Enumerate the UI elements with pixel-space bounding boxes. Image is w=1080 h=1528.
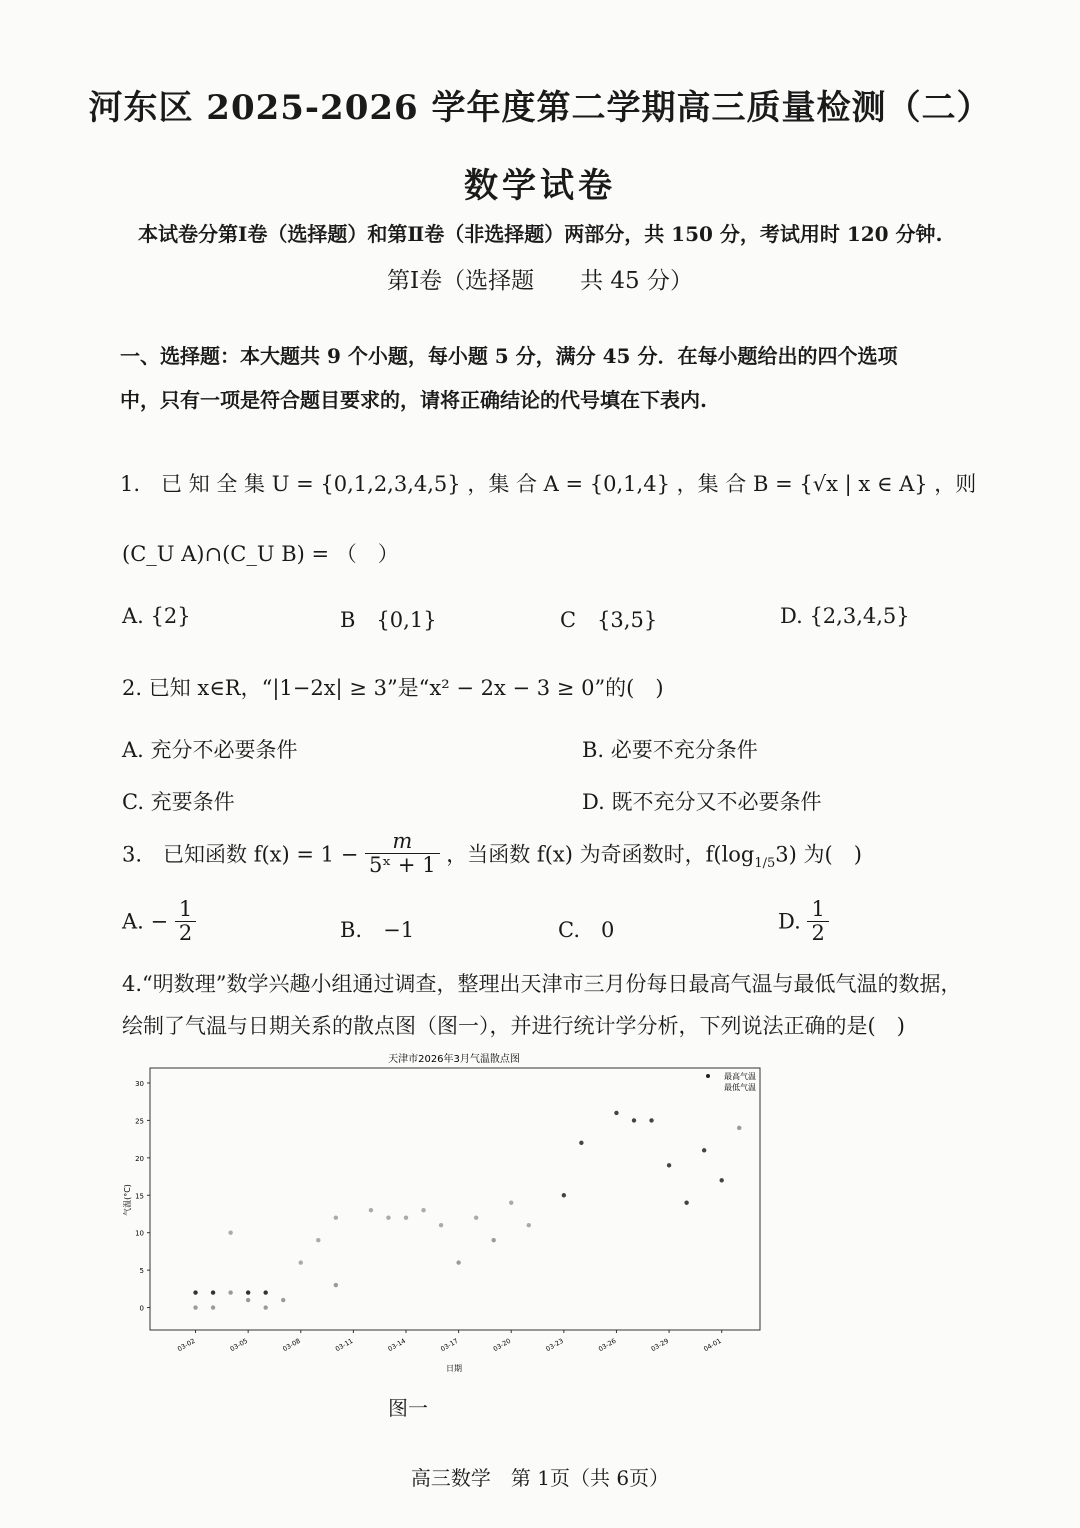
q3-option-a-label: A. <box>122 909 144 934</box>
figure-caption: 图一 <box>388 1396 428 1420</box>
legend-marker-high <box>706 1074 710 1078</box>
high-temp-point <box>632 1118 636 1122</box>
x-tick-label: 03-26 <box>597 1336 618 1354</box>
section-instruction-line2: 中，只有一项是符合题目要求的，请将正确结论的代号填在下表内. <box>120 388 707 412</box>
y-tick-label: 10 <box>135 1229 144 1238</box>
section-instruction-line1: 一、选择题：本大题共 9 个小题，每小题 5 分，满分 45 分．在每小题给出的四个选项 <box>120 344 898 368</box>
high-temp-point <box>228 1230 232 1234</box>
q1-stem-line2: (C_U A)∩(C_U B) = （ ） <box>122 542 399 566</box>
q3-option-a-den: 2 <box>178 921 193 946</box>
q3-stem <box>122 830 862 877</box>
q3-frac-num: m <box>365 830 440 854</box>
high-temp-point <box>562 1193 566 1197</box>
q3-option-c: C. 0 <box>558 918 615 942</box>
q4-stem-line2: 绘制了气温与日期关系的散点图（图一），并进行统计学分析，下列说法正确的是( ) <box>122 1014 905 1038</box>
q3-suffix: ，当函数 f(x) 为奇函数时，f(log <box>446 842 755 867</box>
x-tick-label: 03-05 <box>228 1336 250 1354</box>
page-title: 河东区 2025-2026 学年度第二学期高三质量检测（二） <box>88 88 992 128</box>
q2-option-b: B. 必要不充分条件 <box>582 738 758 762</box>
page-footer: 高三数学 第 1页（共 6页） <box>410 1466 670 1490</box>
q3-fraction <box>365 830 440 877</box>
high-temp-point <box>649 1118 653 1122</box>
x-tick-label: 03-02 <box>176 1336 197 1354</box>
q1-option-c: C {3,5} <box>560 608 658 632</box>
low-temp-point <box>193 1305 197 1309</box>
x-axis-label: 日期 <box>446 1364 462 1373</box>
exam-intro: 本试卷分第Ⅰ卷（选择题）和第Ⅱ卷（非选择题）两部分，共 150 分，考试用时 120 分钟. <box>138 222 943 246</box>
q1-option-b: B {0,1} <box>340 608 437 632</box>
low-temp-point <box>281 1298 285 1302</box>
low-temp-point <box>737 1126 741 1130</box>
q4-stem-line1: 4.“明数理”数学兴趣小组通过调查，整理出天津市三月份每日最高气温与最低气温的数据， <box>122 972 962 996</box>
chart-title: 天津市2026年3月气温散点图 <box>388 1054 520 1065</box>
x-tick-label: 03-14 <box>386 1336 407 1354</box>
y-tick-label: 20 <box>135 1154 144 1163</box>
q2-option-c: C. 充要条件 <box>122 790 235 814</box>
high-temp-point <box>684 1201 688 1205</box>
x-tick-label: 03-11 <box>334 1336 355 1354</box>
high-temp-point <box>527 1223 531 1227</box>
low-temp-point <box>334 1283 338 1287</box>
q3-frac-den: 5ˣ + 1 <box>368 853 436 878</box>
temperature-scatter-chart <box>118 1048 778 1378</box>
q3-option-d-num: 1 <box>807 898 828 922</box>
high-temp-point <box>719 1178 723 1182</box>
high-temp-point <box>702 1148 706 1152</box>
high-temp-point <box>474 1216 478 1220</box>
high-temp-point <box>246 1290 250 1294</box>
q3-option-d-den: 2 <box>811 921 825 946</box>
high-temp-point <box>263 1290 267 1294</box>
high-temp-point <box>369 1208 373 1212</box>
low-temp-point <box>263 1305 267 1309</box>
y-axis-label: 气温(°C) <box>123 1184 132 1216</box>
q3-option-b: B. −1 <box>340 918 415 942</box>
low-temp-point <box>246 1298 250 1302</box>
low-temp-point <box>491 1238 495 1242</box>
high-temp-point <box>579 1141 583 1145</box>
plot-frame <box>150 1068 760 1330</box>
q3-option-a-num: 1 <box>175 898 196 922</box>
q3-tail: 3) 为( ) <box>775 842 862 867</box>
part-heading: 第Ⅰ卷（选择题 共 45 分） <box>387 268 693 294</box>
high-temp-point <box>386 1216 390 1220</box>
x-tick-label: 03-29 <box>649 1336 671 1354</box>
high-temp-point <box>334 1216 338 1220</box>
q3-option-d <box>778 898 829 945</box>
q1-option-d: D. {2,3,4,5} <box>780 604 910 628</box>
x-tick-label: 03-23 <box>544 1336 565 1354</box>
q3-prefix: 3. 已知函数 f(x) = 1 − <box>122 842 359 867</box>
high-temp-point <box>316 1238 320 1242</box>
high-temp-point <box>509 1201 513 1205</box>
high-temp-point <box>614 1111 618 1115</box>
q3-option-a-sign: − <box>150 909 169 934</box>
x-tick-label: 03-20 <box>491 1336 513 1354</box>
high-temp-point <box>439 1223 443 1227</box>
high-temp-point <box>421 1208 425 1212</box>
low-temp-point <box>228 1290 232 1294</box>
high-temp-point <box>193 1290 197 1294</box>
y-tick-label: 0 <box>139 1304 144 1313</box>
high-temp-point <box>211 1290 215 1294</box>
page-subtitle: 数学试卷 <box>464 166 616 206</box>
high-temp-point <box>299 1260 303 1264</box>
y-tick-label: 30 <box>135 1079 144 1088</box>
legend-label-high: 最高气温 <box>724 1072 756 1081</box>
q3-log-base: 1/5 <box>754 856 776 872</box>
y-tick-label: 25 <box>135 1117 144 1126</box>
x-tick-label: 03-17 <box>439 1336 460 1354</box>
q2-option-a: A. 充分不必要条件 <box>122 738 298 762</box>
q1-stem-line1: 1. 已 知 全 集 U = {0,1,2,3,4,5} ，集 合 A = {0,1,4} ，集 合 B = {√x | x ∈ A} ，则 <box>120 472 977 496</box>
y-tick-label: 5 <box>139 1267 144 1276</box>
y-tick-label: 15 <box>135 1192 144 1201</box>
low-temp-point <box>211 1305 215 1309</box>
x-tick-label: 04-01 <box>702 1336 723 1354</box>
low-temp-point <box>456 1260 460 1264</box>
q3-option-a <box>122 898 196 945</box>
legend-label-low: 最低气温 <box>724 1083 756 1092</box>
high-temp-point <box>667 1163 671 1167</box>
q3-option-d-label: D. <box>778 909 801 934</box>
x-tick-label: 03-08 <box>281 1336 302 1354</box>
q2-option-d: D. 既不充分又不必要条件 <box>582 790 822 814</box>
q2-stem: 2. 已知 x∈R，“|1−2x| ≥ 3”是“x² − 2x − 3 ≥ 0”的( ) <box>122 676 664 700</box>
q1-option-a: A. {2} <box>122 604 191 628</box>
high-temp-point <box>404 1216 408 1220</box>
